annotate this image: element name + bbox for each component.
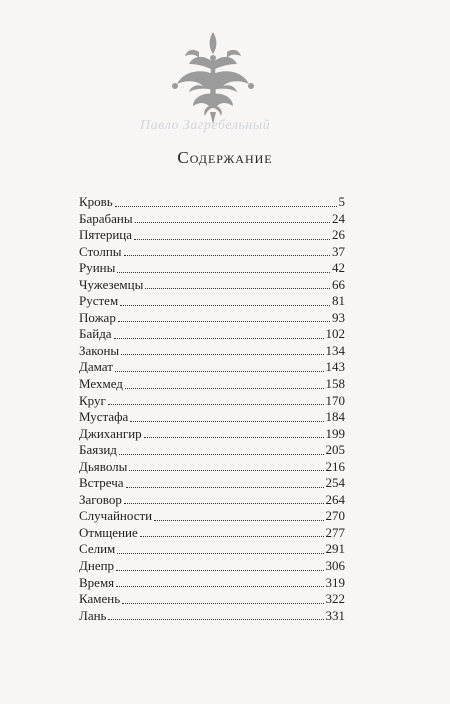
- toc-entry-page-number: 205: [325, 442, 345, 458]
- dot-leader: [144, 436, 324, 438]
- dot-leader: [154, 519, 323, 521]
- dot-leader: [116, 569, 323, 571]
- toc-entry-page-number: 270: [325, 508, 345, 524]
- toc-entry: [79, 393, 345, 410]
- dot-leader: [118, 320, 330, 322]
- toc-entry: [79, 459, 345, 476]
- toc-entry-page-number: 322: [325, 591, 345, 607]
- toc-entry-page-number: 5: [338, 194, 345, 209]
- toc-entry: [79, 227, 345, 244]
- toc-entry-title: Баязид: [79, 442, 117, 458]
- toc-entry-page-number: 277: [325, 524, 345, 540]
- dot-leader: [134, 238, 330, 240]
- toc-entry-page-number: 24: [332, 210, 345, 226]
- toc-entry-title: Мустафа: [79, 409, 129, 425]
- toc-entry-page-number: 93: [332, 309, 345, 325]
- dot-leader: [124, 502, 324, 504]
- toc-entry-title: Круг: [79, 392, 106, 408]
- toc-entry-page-number: 216: [325, 458, 345, 474]
- dot-leader: [140, 535, 324, 537]
- toc-entry-title: Дамат: [79, 359, 113, 375]
- toc-entry: [79, 310, 345, 327]
- toc-entry-page-number: 306: [325, 558, 345, 574]
- dot-leader: [117, 271, 330, 273]
- toc-entry: [79, 409, 345, 426]
- toc-entry: [79, 211, 345, 228]
- toc-entry-page-number: 143: [325, 359, 345, 375]
- toc-entry-title: Камень: [79, 591, 121, 607]
- toc-entry: [79, 343, 345, 360]
- toc-entry-title: Случайности: [79, 508, 153, 524]
- toc-entry: [79, 558, 345, 575]
- toc-entry: [79, 244, 345, 261]
- toc-entry-title: Рустем: [79, 293, 119, 309]
- toc-entry-page-number: 184: [325, 409, 345, 425]
- toc-entry-title: Днепр: [79, 558, 115, 574]
- toc-entry-title: Чужеземцы: [79, 276, 144, 292]
- toc-entry-page-number: 319: [325, 574, 345, 590]
- toc-entry-page-number: 170: [325, 392, 345, 408]
- toc-entry: [79, 260, 345, 277]
- toc-entry-title: Пятерица: [79, 227, 133, 243]
- dot-leader: [126, 486, 324, 488]
- page-title: Содержание: [177, 148, 273, 167]
- toc-entry-page-number: 254: [325, 475, 345, 491]
- toc-entry: [79, 591, 345, 608]
- bleed-through-text: Павло Загребельный: [140, 118, 271, 133]
- toc-entry-title: Отмщение: [79, 524, 138, 540]
- dot-leader: [117, 552, 323, 554]
- dot-leader: [125, 387, 324, 389]
- dot-leader: [120, 304, 330, 306]
- dot-leader: [122, 602, 323, 604]
- dot-leader: [124, 254, 330, 256]
- dot-leader: [115, 205, 337, 207]
- toc-entry-page-number: 158: [325, 376, 345, 392]
- toc-entry-title: Кровь: [79, 194, 113, 209]
- toc-entry: [79, 359, 345, 376]
- toc-entry-title: Селим: [79, 541, 116, 557]
- toc-entry: [79, 426, 345, 443]
- toc-entry-page-number: 81: [332, 293, 345, 309]
- toc-entry-title: Байда: [79, 326, 112, 342]
- dot-leader: [108, 403, 324, 405]
- toc-entry-page-number: 37: [332, 243, 345, 259]
- toc-entry: [79, 508, 345, 525]
- toc-entry-page-number: 42: [332, 260, 345, 276]
- dot-leader: [114, 337, 324, 339]
- toc-entry-title: Руины: [79, 260, 116, 276]
- toc-entry: [79, 194, 345, 211]
- dot-leader: [130, 420, 323, 422]
- toc-entry: [79, 442, 345, 459]
- toc-entry: [79, 475, 345, 492]
- toc-entry-page-number: 134: [325, 342, 345, 358]
- toc-entry-title: Пожар: [79, 309, 116, 325]
- toc-entry-page-number: 66: [332, 276, 345, 292]
- toc-entry-page-number: 102: [325, 326, 345, 342]
- toc-entry-title: Столпы: [79, 243, 122, 259]
- toc-entry-title: Мехмед: [79, 376, 123, 392]
- toc-entry-title: Время: [79, 574, 115, 590]
- dot-leader: [121, 353, 323, 355]
- toc-entry-title: Барабаны: [79, 210, 133, 226]
- toc-entry-page-number: 264: [325, 491, 345, 507]
- dot-leader: [116, 585, 323, 587]
- floral-ornament-icon: [163, 28, 263, 126]
- toc-entry-title: Встреча: [79, 475, 124, 491]
- toc-entry: [79, 326, 345, 343]
- dot-leader: [115, 370, 324, 372]
- dot-leader: [145, 287, 330, 289]
- table-of-contents: [79, 194, 345, 624]
- toc-entry-page-number: 331: [325, 607, 345, 623]
- toc-entry-page-number: 291: [325, 541, 345, 557]
- toc-entry: [79, 525, 345, 542]
- toc-entry: [79, 376, 345, 393]
- toc-entry: [79, 492, 345, 509]
- toc-entry: [79, 541, 345, 558]
- toc-entry: [79, 575, 345, 592]
- dot-leader: [135, 221, 330, 223]
- toc-entry-title: Заговор: [79, 491, 122, 507]
- dot-leader: [108, 618, 323, 620]
- toc-entry-title: Законы: [79, 342, 120, 358]
- dot-leader: [119, 453, 324, 455]
- toc-entry: [79, 608, 345, 625]
- toc-entry: [79, 293, 345, 310]
- toc-entry-page-number: 199: [325, 425, 345, 441]
- dot-leader: [129, 469, 323, 471]
- toc-entry-page-number: 26: [332, 227, 345, 243]
- toc-entry-title: Дьяволы: [79, 458, 128, 474]
- toc-entry-title: Джихангир: [79, 425, 142, 441]
- toc-entry-title: Лань: [79, 607, 107, 623]
- toc-entry: [79, 277, 345, 294]
